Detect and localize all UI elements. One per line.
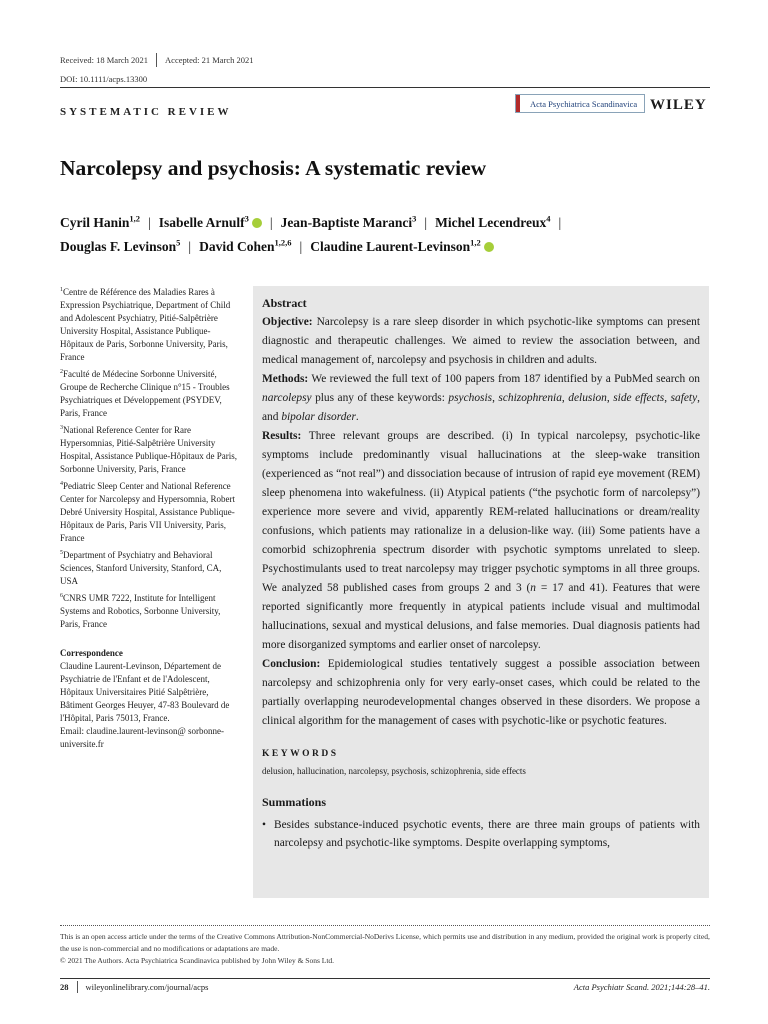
abstract-methods: Methods: We reviewed the full text of 100 papers from 187 identified by a PubMed search on narcolepsy plus any of these keywords: psychosis, schizophrenia, delusion, side effects, safety, and bipolar disorder.: [262, 373, 700, 423]
author: Claudine Laurent-Levinson$^{1,2}$: [310, 239, 494, 254]
license-text: This is an open access article under the terms of the Creative Commons Attribution-NonCommercial-NoDerivs License, which permits use and distribution in any medium, provided the original work is properly cited, the use is non-commercial and no modifications or adaptations are made.: [60, 932, 710, 953]
author: Isabelle Arnulf$^3$: [159, 215, 262, 230]
affiliation: $^3$National Reference Center for Rare Hypersomnias, Pitié-Salpêtrière University Hospital, Assistance Publique-Hôpitaux de Paris, Sorbonne University, Paris, France: [60, 425, 237, 474]
affiliation: $^2$Faculté de Médecine Sorbonne Université, Groupe de Recherche Clinique n°15 - Troubles Psychiatriques et Développement (PSYDEV, Paris, France: [60, 369, 230, 418]
journal-logo: [515, 94, 645, 113]
received-date: Received: 18 March 2021: [60, 55, 149, 65]
orcid-icon[interactable]: [252, 218, 262, 228]
footer-divider: [60, 925, 710, 926]
summary-item: • Besides substance-induced psychotic events, there are three main groups of patients with narcolepsy and psychotic-like symptoms. Despite overlapping symptoms,: [262, 816, 700, 852]
author: Cyril Hanin$^{1,2}$: [60, 213, 141, 230]
bullet-icon: •: [262, 819, 266, 831]
affiliation: $^1$Centre de Référence des Maladies Rares à Expression Psychiatrique, Department of Child and Adolescent Psychiatry, Pitié-Salpêtrière University Hospital, Assistance Publique-Hôpitaux de Paris, Sorbonne University, Paris, France: [60, 287, 231, 362]
journal-url[interactable]: wileyonlinelibrary.com/journal/acps: [85, 982, 209, 992]
abstract-heading: Abstract: [262, 296, 307, 310]
footer-rule: [60, 978, 710, 979]
affiliation: $^4$Pediatric Sleep Center and National Reference Center for Narcolepsy and Hypersomnia, Robert Debré University Hospital, Assistance Publique-Hôpitaux de Paris, Paris VII University, Paris, France: [60, 481, 235, 543]
author: Douglas F. Levinson$^5$: [60, 237, 181, 254]
correspondence-heading: Correspondence: [60, 648, 123, 658]
author-list: Cyril Hanin$^{1,2}$ | Isabelle Arnulf$^3$ | Jean-Baptiste Maranci$^3$ | Michel Lecendreux$^4$ | Douglas F. Levinson$^5$ | David Cohen$^{1,2,6}$ | Claudine Laurent-Levinson$^{1,2}$: [60, 213, 562, 254]
abstract-results: Results: Three relevant groups are described. (i) In typical narcolepsy, psychotic-like symptoms include predominantly visual hallucinations at the sleep-wake transition (experienced as “not real”) and dissociation because of intrusion of rapid eye movement (REM) sleep phenomena into wakefulness. (ii) Atypical patients (“the psychotic form of narcolepsy”) experience more severe and vivid, apparently REM-related hallucinations or dream/reality confusions, which patients may rationalize in a delusion-like way. (iii) Some patients have a comorbid schizophrenia spectrum disorder with psychotic symptoms unrelated to sleep. Psychostimulants used to treat narcolepsy may trigger psychotic symptoms in all three groups. We analyzed 58 published cases from groups 2 and 3 (n = 17 and 41). Features that were reported significantly more frequently in atypical patients include visual and multimodal hallucinations, sexual and mystical delusions, and false memories. Dual diagnosis patients had more disorganized symptoms and earlier onset of narcolepsy.: [262, 430, 700, 651]
author: Michel Lecendreux$^4$: [435, 213, 551, 230]
divider: [77, 981, 78, 993]
affiliations-column: [60, 286, 238, 751]
header-rule: [60, 87, 710, 88]
correspondence-email[interactable]: Email: claudine.laurent-levinson@ sorbonne-universite.fr: [60, 726, 224, 749]
journal-name: Acta Psychiatrica Scandinavica: [530, 98, 638, 109]
license-note: [60, 931, 710, 967]
journal-citation: Acta Psychiatr Scand. 2021;144:28–41.: [573, 982, 710, 992]
summaries-heading: Summations: [262, 795, 327, 809]
author: David Cohen$^{1,2,6}$: [199, 237, 292, 254]
affiliation: $^5$Department of Psychiatry and Behavioral Sciences, Stanford University, Stanford, CA, USA: [60, 550, 222, 586]
accepted-date: Accepted: 21 March 2021: [165, 55, 254, 65]
abstract-conclusion: Conclusion: Epidemiological studies tentatively suggest a possible association between narcolepsy and schizophrenia only for very early-onset cases, which could be related to the partially overlapping neurodevelopmental changes observed in these disorders. We propose a clinical algorithm for the management of cases with psychotic-like or psychotic features.: [262, 658, 700, 727]
doi: DOI: 10.1111/acps.13300: [60, 74, 148, 84]
page-number: 28: [60, 982, 69, 992]
orcid-icon[interactable]: [484, 242, 494, 252]
copyright-text: © 2021 The Authors. Acta Psychiatrica Scandinavica published by John Wiley & Sons Ltd.: [60, 956, 335, 965]
abstract-objective: Objective: Narcolepsy is a rare sleep disorder in which psychotic-like symptoms can present diagnostic and therapeutic challenges. We aimed to review the association between, and medical management of, narcolepsy and psychosis in children and adults.: [262, 316, 700, 366]
affiliation: $^6$CNRS UMR 7222, Institute for Intelligent Systems and Robotics, Sorbonne University, Paris, France: [60, 593, 221, 629]
divider: [156, 53, 157, 67]
keywords-list: delusion, hallucination, narcolepsy, psychosis, schizophrenia, side effects: [262, 766, 526, 776]
submission-dates: [60, 53, 254, 67]
abstract-box: [253, 286, 709, 898]
page-footer: [60, 981, 208, 993]
correspondence-address: Claudine Laurent-Levinson, Département de Psychiatrie de l'Enfant et de l'Adolescent, Hôpitaux Universitaires Pitié Salpêtrière, Bâtiment Georges Heuyer, 47-83 Boulevard de l'Hôpital, Paris 75013, France.: [60, 661, 230, 723]
keywords-heading: KEYWORDS: [262, 749, 339, 759]
author: Jean-Baptiste Maranci$^3$: [280, 213, 417, 230]
article-type: SYSTEMATIC REVIEW: [60, 106, 232, 118]
paper-title: Narcolepsy and psychosis: A systematic review: [60, 156, 487, 180]
publisher-logo: WILEY: [650, 97, 707, 113]
